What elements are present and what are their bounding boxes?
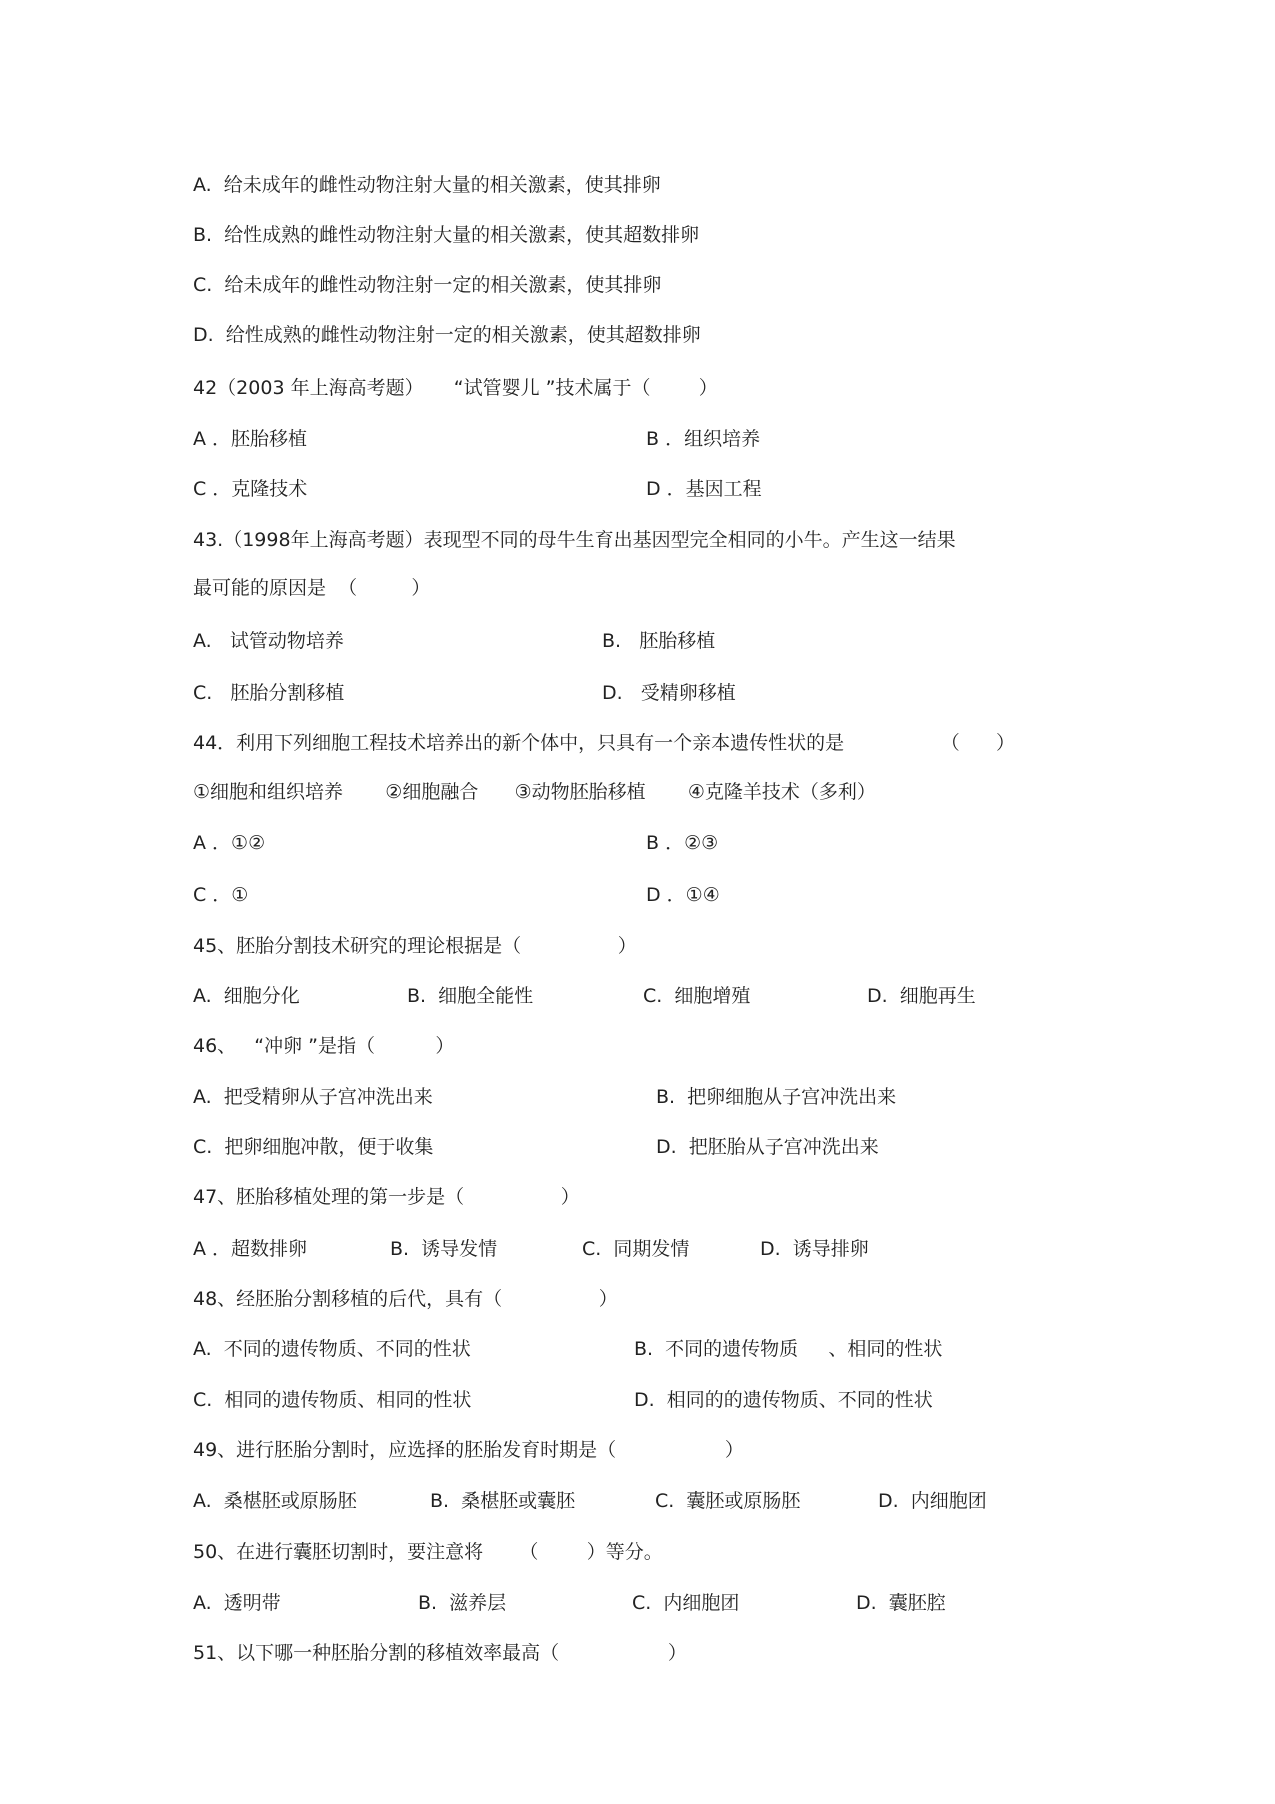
q43-stem-line2: 最可能的原因是 （ ） bbox=[193, 577, 431, 599]
q50-stem: 50、在进行囊胚切割时，要注意将 （ ）等分。 bbox=[193, 1541, 663, 1563]
q48-stem: 48、经胚胎分割移植的后代，具有（ ） bbox=[193, 1288, 618, 1310]
q48-option-c: C. 相同的遗传物质、相同的性状 bbox=[193, 1389, 472, 1411]
q49-option-b: B. 桑椹胚或囊胚 bbox=[430, 1490, 576, 1512]
q43-option-a: A. 试管动物培养 bbox=[193, 630, 344, 652]
q47-option-d: D. 诱导排卵 bbox=[760, 1238, 869, 1260]
q50-option-a: A. 透明带 bbox=[193, 1592, 281, 1614]
q42-option-b: B ．组织培养 bbox=[646, 428, 761, 450]
q41-option-c: C. 给未成年的雌性动物注射一定的相关激素，使其排卵 bbox=[193, 274, 662, 296]
q41-option-d: D. 给性成熟的雌性动物注射一定的相关激素，使其超数排卵 bbox=[193, 324, 701, 346]
q50-option-d: D. 囊胚腔 bbox=[856, 1592, 946, 1614]
q42-option-c: C ．克隆技术 bbox=[193, 478, 308, 500]
q41-option-a: A. 给未成年的雌性动物注射大量的相关激素，使其排卵 bbox=[193, 174, 661, 196]
q50-option-b: B. 滋养层 bbox=[418, 1592, 507, 1614]
q47-option-c: C. 同期发情 bbox=[582, 1238, 690, 1260]
q44-stem-line1: 44．利用下列细胞工程技术培养出的新个体中，只具有一个亲本遗传性状的是 （ ） bbox=[193, 732, 1016, 754]
q42-stem: 42（2003 年上海高考题） “试管婴儿 ”技术属于（ ） bbox=[193, 377, 718, 399]
q48-option-b: B. 不同的遗传物质 、相同的性状 bbox=[634, 1338, 943, 1360]
q48-option-a: A. 不同的遗传物质、不同的性状 bbox=[193, 1338, 471, 1360]
q47-option-b: B. 诱导发情 bbox=[390, 1238, 498, 1260]
q49-option-d: D. 内细胞团 bbox=[878, 1490, 987, 1512]
q49-option-c: C. 囊胚或原肠胚 bbox=[655, 1490, 801, 1512]
q45-stem: 45、胚胎分割技术研究的理论根据是（ ） bbox=[193, 935, 637, 957]
q44-option-a: A ．①② bbox=[193, 832, 266, 854]
q42-option-d: D ．基因工程 bbox=[646, 478, 762, 500]
q46-option-b: B. 把卵细胞从子宫冲洗出来 bbox=[656, 1086, 897, 1108]
q51-stem: 51、以下哪一种胚胎分割的移植效率最高（ ） bbox=[193, 1642, 687, 1664]
q46-option-c: C. 把卵细胞冲散，便于收集 bbox=[193, 1136, 434, 1158]
q49-stem: 49、进行胚胎分割时，应选择的胚胎发育时期是（ ） bbox=[193, 1439, 744, 1461]
q43-stem-line1: 43.（1998年上海高考题）表现型不同的母牛生育出基因型完全相同的小牛。产生这一结果 bbox=[193, 529, 956, 551]
q44-stem-line2: ①细胞和组织培养 ②细胞融合 ③动物胚胎移植 ④克隆羊技术（多利） bbox=[193, 781, 876, 803]
q45-option-c: C. 细胞增殖 bbox=[643, 985, 751, 1007]
q48-option-d: D. 相同的的遗传物质、不同的性状 bbox=[634, 1389, 933, 1411]
q43-option-b: B. 胚胎移植 bbox=[602, 630, 716, 652]
q43-option-d: D. 受精卵移植 bbox=[602, 682, 736, 704]
q45-option-b: B. 细胞全能性 bbox=[407, 985, 534, 1007]
q41-option-b: B. 给性成熟的雌性动物注射大量的相关激素，使其超数排卵 bbox=[193, 224, 700, 246]
q46-option-d: D. 把胚胎从子宫冲洗出来 bbox=[656, 1136, 879, 1158]
q43-option-c: C. 胚胎分割移植 bbox=[193, 682, 345, 704]
q44-option-b: B ．②③ bbox=[646, 832, 719, 854]
q44-option-c: C ．① bbox=[193, 884, 249, 906]
q50-option-c: C. 内细胞团 bbox=[632, 1592, 740, 1614]
q47-option-a: A ．超数排卵 bbox=[193, 1238, 308, 1260]
q49-option-a: A. 桑椹胚或原肠胚 bbox=[193, 1490, 357, 1512]
q42-option-a: A ．胚胎移植 bbox=[193, 428, 308, 450]
q46-option-a: A. 把受精卵从子宫冲洗出来 bbox=[193, 1086, 433, 1108]
q44-option-d: D ．①④ bbox=[646, 884, 720, 906]
q45-option-d: D. 细胞再生 bbox=[867, 985, 976, 1007]
q45-option-a: A. 细胞分化 bbox=[193, 985, 300, 1007]
q47-stem: 47、胚胎移植处理的第一步是（ ） bbox=[193, 1186, 580, 1208]
q46-stem: 46、 “冲卵 ”是指（ ） bbox=[193, 1035, 455, 1057]
